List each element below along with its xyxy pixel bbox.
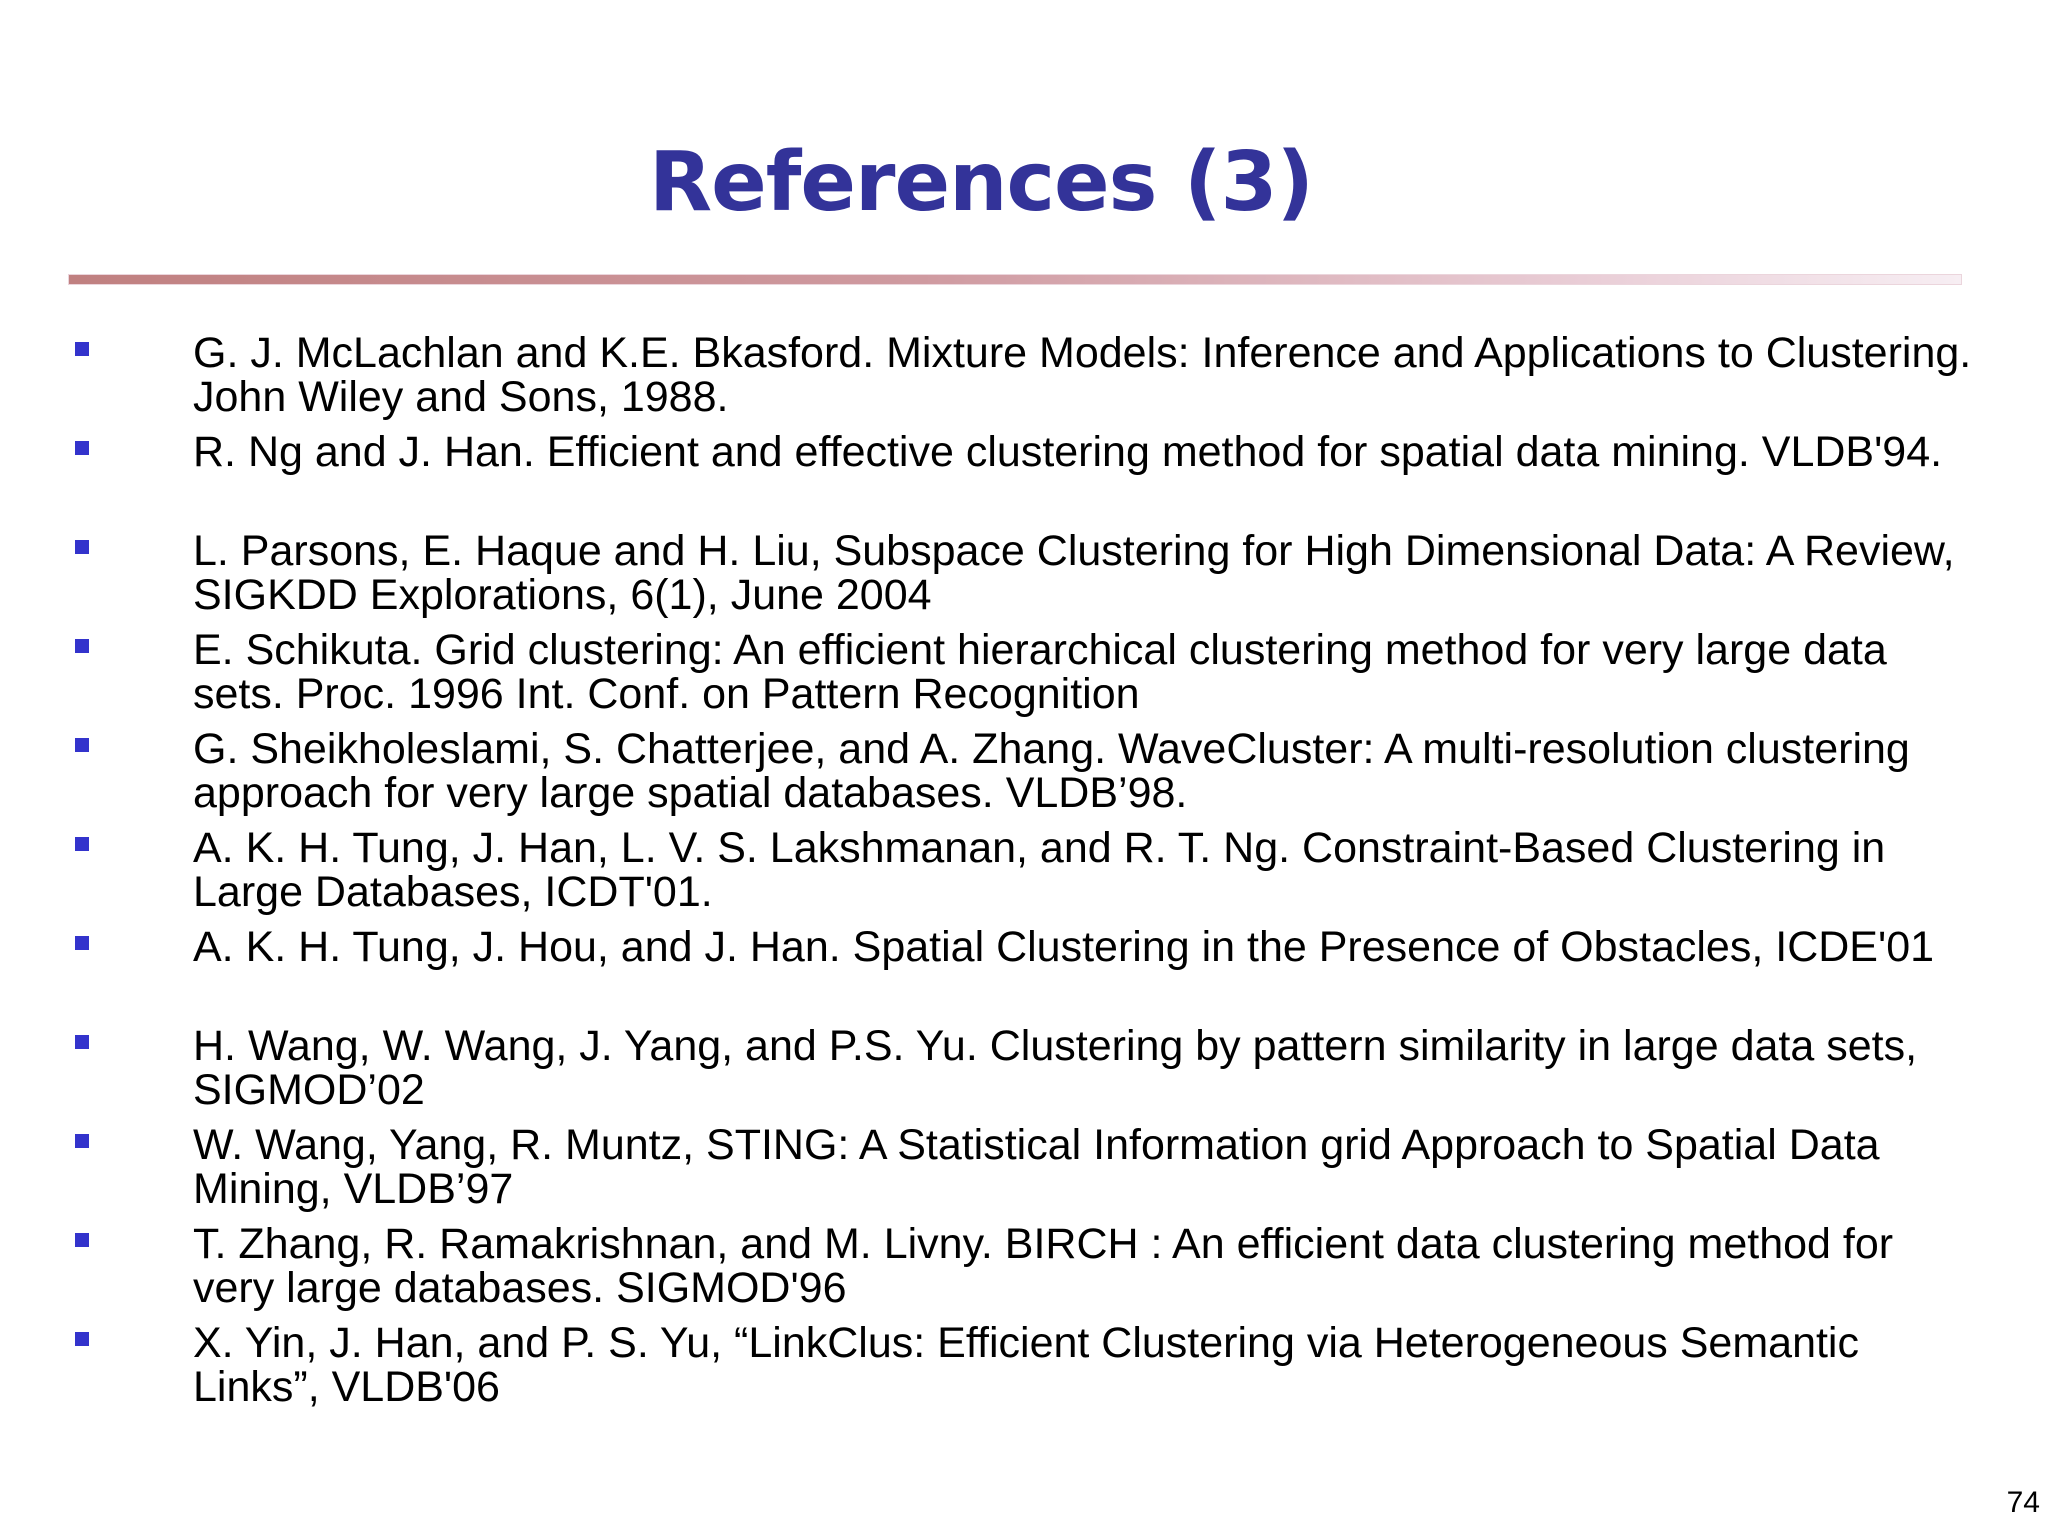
square-bullet-icon [75,837,89,851]
slide-title: References (3) [648,135,1314,230]
square-bullet-icon [75,936,89,950]
reference-item [0,529,2048,628]
reference-text: L. Parsons, E. Haque and H. Liu, Subspace Clustering for High Dimensional Data: A Review, SIGKDD Explorations, 6(1), June 2004 [193,527,1955,619]
reference-item [0,826,2048,925]
square-bullet-icon [75,342,89,356]
square-bullet-icon [75,738,89,752]
reference-text: G. Sheikholeslami, S. Chatterjee, and A. Zhang. WaveCluster: A multi-resolution clustering approach for very large spatial databases. VLDB’98. [193,725,1910,817]
reference-item [0,628,2048,727]
square-bullet-icon [75,1035,89,1049]
reference-item [0,331,2048,430]
reference-item [0,727,2048,826]
reference-item [0,1222,2048,1321]
reference-item [0,1123,2048,1222]
reference-text: A. K. H. Tung, J. Hou, and J. Han. Spatial Clustering in the Presence of Obstacles, ICDE'01 [193,923,1935,971]
reference-text: R. Ng and J. Han. Efficient and effective clustering method for spatial data mining. VLDB'94. [193,428,1943,476]
square-bullet-icon [75,1233,89,1247]
reference-item [0,925,2048,1024]
square-bullet-icon [75,639,89,653]
reference-text: A. K. H. Tung, J. Han, L. V. S. Lakshmanan, and R. T. Ng. Constraint-Based Clustering in Large Databases, ICDT'01. [193,824,1886,916]
reference-text: T. Zhang, R. Ramakrishnan, and M. Livny. BIRCH : An efficient data clustering method for very large databases. SIGMOD'96 [193,1220,1894,1312]
square-bullet-icon [75,1134,89,1148]
reference-item [0,430,2048,529]
reference-item [0,1321,2048,1420]
reference-text: G. J. McLachlan and K.E. Bkasford. Mixture Models: Inference and Applications to Clustering. John Wiley and Sons, 1988. [193,329,1972,421]
reference-list [0,331,2048,1420]
square-bullet-icon [75,1332,89,1346]
reference-item [0,1024,2048,1123]
square-bullet-icon [75,540,89,554]
reference-text: H. Wang, W. Wang, J. Yang, and P.S. Yu. Clustering by pattern similarity in large data sets, SIGMOD’02 [193,1022,1918,1114]
reference-text: W. Wang, Yang, R. Muntz, STING: A Statistical Information grid Approach to Spatial Data Mining, VLDB’97 [193,1121,1880,1213]
square-bullet-icon [75,441,89,455]
title-divider [68,274,1962,285]
page-number: 74 [2006,1486,2040,1519]
reference-text: E. Schikuta. Grid clustering: An efficient hierarchical clustering method for very large data sets. Proc. 1996 Int. Conf. on Pattern Recognition [193,626,1887,718]
reference-text: X. Yin, J. Han, and P. S. Yu, “LinkClus: Efficient Clustering via Heterogeneous Semantic Links”, VLDB'06 [193,1319,1859,1411]
